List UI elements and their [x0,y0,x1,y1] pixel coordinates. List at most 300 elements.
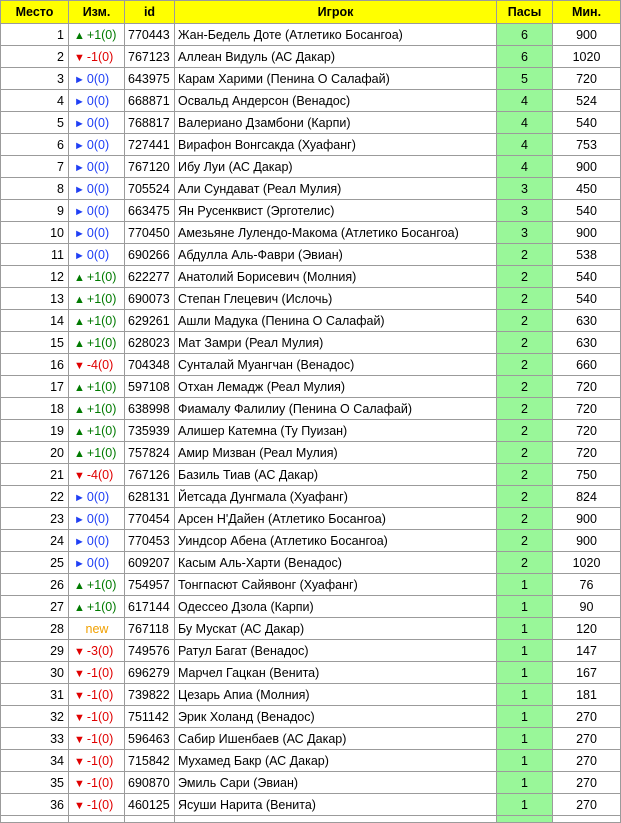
place-cell[interactable]: 33 [1,728,69,750]
place-cell[interactable]: 11 [1,244,69,266]
change-cell[interactable] [69,574,125,596]
header-minutes[interactable]: Мин. [553,1,621,24]
id-cell[interactable]: 770450 [125,222,175,244]
header-place[interactable]: Место [1,1,69,24]
place-cell[interactable]: 22 [1,486,69,508]
id-cell[interactable]: 735939 [125,420,175,442]
minutes-cell[interactable]: 753 [553,134,621,156]
table-row[interactable] [1,332,621,354]
minutes-cell[interactable]: 270 [553,772,621,794]
place-cell[interactable]: 28 [1,618,69,640]
player-cell[interactable]: Марчел Гацкан (Венита) [175,662,497,684]
change-value: +1(0) [86,445,117,460]
arrow-up-icon: ▲ [74,293,85,306]
minutes-cell[interactable]: 720 [553,420,621,442]
arrow-right-icon: ► [74,491,85,504]
minutes-cell[interactable]: 630 [553,332,621,354]
place-cell[interactable]: 14 [1,310,69,332]
place-cell[interactable]: 3 [1,68,69,90]
player-cell[interactable]: Али Сундават (Реал Мулия) [175,178,497,200]
passes-cell[interactable]: 1 [497,728,553,750]
minutes-cell[interactable]: 147 [553,640,621,662]
place-cell[interactable]: 34 [1,750,69,772]
player-cell[interactable]: Освальд Андерсон (Венадос) [175,90,497,112]
player-cell[interactable]: Тонгпасют Сайявонг (Хуафанг) [175,574,497,596]
player-cell[interactable]: Цезарь Апиа (Молния) [175,684,497,706]
place-cell[interactable]: 31 [1,684,69,706]
table-row[interactable] [1,530,621,552]
id-cell[interactable]: 751142 [125,706,175,728]
table-row[interactable] [1,420,621,442]
change-value: +1(0) [86,335,117,350]
change-cell[interactable] [69,464,125,486]
id-cell[interactable]: 704348 [125,354,175,376]
place-cell[interactable]: 35 [1,772,69,794]
change-cell[interactable] [69,508,125,530]
place-cell[interactable]: 27 [1,596,69,618]
passes-cell[interactable]: 2 [497,552,553,574]
player-cell[interactable]: Карам Харими (Пенина О Салафай) [175,68,497,90]
table-row[interactable] [1,728,621,750]
passes-cell[interactable]: 6 [497,24,553,46]
passes-cell[interactable]: 1 [497,706,553,728]
change-cell[interactable] [69,68,125,90]
table-row[interactable] [1,90,621,112]
passes-cell[interactable]: 4 [497,156,553,178]
table-row[interactable] [1,552,621,574]
place-cell[interactable]: 9 [1,200,69,222]
change-cell[interactable] [69,376,125,398]
change-value: -4(0) [86,357,114,372]
table-row[interactable] [1,596,621,618]
change-cell[interactable] [69,772,125,794]
passes-cell[interactable]: 1 [497,596,553,618]
minutes-cell[interactable]: 450 [553,178,621,200]
player-cell[interactable]: Сунталай Муангчан (Венадос) [175,354,497,376]
player-cell[interactable]: Абдулла Аль-Фаври (Эвиан) [175,244,497,266]
table-row[interactable] [1,442,621,464]
place-cell[interactable]: 32 [1,706,69,728]
minutes-cell[interactable]: 1020 [553,552,621,574]
change-value: 0(0) [86,489,110,504]
arrow-up-icon: ▲ [74,315,85,328]
id-cell[interactable]: 628131 [125,486,175,508]
change-cell[interactable] [69,200,125,222]
place-cell[interactable]: 6 [1,134,69,156]
table-row[interactable] [1,310,621,332]
change-cell[interactable] [69,244,125,266]
arrow-up-icon: ▲ [74,403,85,416]
place-cell[interactable]: 21 [1,464,69,486]
change-value: 0(0) [86,159,110,174]
id-cell[interactable]: 628023 [125,332,175,354]
passes-cell[interactable]: 2 [497,530,553,552]
minutes-cell[interactable]: 76 [553,574,621,596]
change-cell[interactable] [69,354,125,376]
passes-cell[interactable]: 4 [497,112,553,134]
place-cell[interactable]: 12 [1,266,69,288]
player-cell[interactable]: Базиль Тиав (АС Дакар) [175,464,497,486]
header-player[interactable]: Игрок [175,1,497,24]
minutes-cell[interactable]: 630 [553,310,621,332]
player-cell[interactable]: Алишер Катемна (Ту Пуизан) [175,420,497,442]
change-cell[interactable] [69,46,125,68]
passes-cell[interactable]: 3 [497,200,553,222]
arrow-down-icon: ▼ [74,645,85,658]
id-cell[interactable]: 629261 [125,310,175,332]
player-cell[interactable]: Йетсада Дунгмала (Хуафанг) [175,486,497,508]
player-cell[interactable]: Амезьяне Лулендо-Макома (Атлетико Босангоа) [175,222,497,244]
id-cell[interactable]: 739822 [125,684,175,706]
minutes-cell[interactable]: 540 [553,200,621,222]
passes-cell[interactable]: 2 [497,398,553,420]
id-cell[interactable]: 749576 [125,640,175,662]
player-cell[interactable]: Арсен Н'Дайен (Атлетико Босангоа) [175,508,497,530]
id-cell[interactable]: 715842 [125,750,175,772]
minutes-cell[interactable]: 167 [553,662,621,684]
place-cell[interactable]: 30 [1,662,69,684]
player-cell[interactable]: Ибу Луи (АС Дакар) [175,156,497,178]
change-cell[interactable] [69,310,125,332]
passes-cell[interactable]: 2 [497,332,553,354]
id-cell[interactable]: 622277 [125,266,175,288]
minutes-cell[interactable]: 720 [553,376,621,398]
id-cell[interactable]: 609207 [125,552,175,574]
passes-cell[interactable]: 2 [497,486,553,508]
passes-cell[interactable]: 4 [497,134,553,156]
id-cell[interactable]: 754957 [125,574,175,596]
table-row[interactable] [1,68,621,90]
passes-cell[interactable]: 1 [497,772,553,794]
arrow-right-icon: ► [74,117,85,130]
id-cell[interactable]: 757824 [125,442,175,464]
change-cell[interactable] [69,530,125,552]
arrow-right-icon: ► [74,557,85,570]
table-row[interactable] [1,156,621,178]
passes-cell[interactable]: 1 [497,750,553,772]
table-row[interactable] [1,464,621,486]
table-row[interactable] [1,684,621,706]
player-cell[interactable]: Эмиль Сари (Эвиан) [175,772,497,794]
minutes-cell[interactable]: 720 [553,442,621,464]
header-passes[interactable]: Пасы [497,1,553,24]
arrow-right-icon: ► [74,535,85,548]
place-cell[interactable]: 17 [1,376,69,398]
place-cell[interactable]: 8 [1,178,69,200]
player-cell[interactable]: Фиамалу Фалилиу (Пенина О Салафай) [175,398,497,420]
player-cell[interactable]: Ратул Багат (Венадос) [175,640,497,662]
change-value: -1(0) [86,731,114,746]
change-cell[interactable] [69,134,125,156]
change-cell[interactable] [69,750,125,772]
place-cell[interactable]: 20 [1,442,69,464]
minutes-cell[interactable]: 524 [553,90,621,112]
passes-cell[interactable]: 4 [497,90,553,112]
table-row[interactable] [1,222,621,244]
id-cell[interactable]: 617144 [125,596,175,618]
minutes-cell[interactable]: 900 [553,222,621,244]
change-value: +1(0) [86,291,117,306]
place-cell[interactable]: 26 [1,574,69,596]
player-cell[interactable]: Сабир Ишенбаев (АС Дакар) [175,728,497,750]
place-cell[interactable]: 13 [1,288,69,310]
passes-cell[interactable]: 2 [497,420,553,442]
place-cell[interactable]: 25 [1,552,69,574]
id-cell[interactable]: 668871 [125,90,175,112]
id-cell[interactable]: 638998 [125,398,175,420]
change-value: +1(0) [86,27,117,42]
table-row[interactable] [1,354,621,376]
minutes-cell[interactable]: 538 [553,244,621,266]
table-row[interactable] [1,574,621,596]
id-cell[interactable]: 705524 [125,178,175,200]
table-row-partial [1,816,621,823]
change-cell[interactable] [69,178,125,200]
change-cell[interactable] [69,222,125,244]
table-body [1,24,621,823]
minutes-cell[interactable]: 1020 [553,46,621,68]
passes-cell[interactable]: 2 [497,508,553,530]
passes-cell[interactable]: 1 [497,574,553,596]
table-row[interactable] [1,288,621,310]
change-cell[interactable] [69,90,125,112]
passes-cell[interactable]: 1 [497,684,553,706]
change-cell[interactable] [69,398,125,420]
passes-cell[interactable]: 1 [497,794,553,816]
minutes-cell[interactable]: 900 [553,24,621,46]
change-cell[interactable] [69,662,125,684]
minutes-cell[interactable]: 181 [553,684,621,706]
change-value: +1(0) [86,423,117,438]
player-cell[interactable]: Отхан Лемадж (Реал Мулия) [175,376,497,398]
minutes-cell[interactable]: 540 [553,266,621,288]
player-cell[interactable]: Бу Мускат (АС Дакар) [175,618,497,640]
place-cell[interactable]: 24 [1,530,69,552]
passes-cell[interactable]: 3 [497,178,553,200]
id-cell[interactable]: 727441 [125,134,175,156]
minutes-cell[interactable]: 120 [553,618,621,640]
minutes-cell[interactable]: 270 [553,794,621,816]
change-cell[interactable] [69,706,125,728]
minutes-cell[interactable]: 270 [553,706,621,728]
place-cell[interactable]: 36 [1,794,69,816]
id-cell[interactable]: 643975 [125,68,175,90]
arrow-up-icon: ▲ [74,381,85,394]
player-cell[interactable]: Ясуши Нарита (Венита) [175,794,497,816]
id-cell[interactable]: 690073 [125,288,175,310]
arrow-right-icon: ► [74,205,85,218]
change-cell[interactable] [69,156,125,178]
minutes-cell[interactable]: 90 [553,596,621,618]
change-cell[interactable] [69,420,125,442]
table-row[interactable] [1,134,621,156]
change-cell[interactable] [69,112,125,134]
minutes-cell[interactable]: 540 [553,112,621,134]
minutes-cell[interactable]: 270 [553,750,621,772]
table-row[interactable] [1,244,621,266]
change-cell[interactable] [69,640,125,662]
passes-cell[interactable]: 1 [497,640,553,662]
player-cell[interactable]: Одессео Дзола (Карпи) [175,596,497,618]
table-row[interactable] [1,706,621,728]
player-cell[interactable]: Степан Глецевич (Ислочь) [175,288,497,310]
arrow-right-icon: ► [74,249,85,262]
header-id[interactable]: id [125,1,175,24]
passes-cell[interactable]: 2 [497,244,553,266]
change-value: -3(0) [86,643,114,658]
id-cell[interactable]: 460125 [125,794,175,816]
id-cell[interactable]: 767126 [125,464,175,486]
passes-cell[interactable]: 2 [497,288,553,310]
empty-cell [497,816,553,823]
id-cell[interactable]: 770443 [125,24,175,46]
table-row[interactable] [1,486,621,508]
id-cell[interactable]: 770454 [125,508,175,530]
table-row[interactable] [1,640,621,662]
table-row[interactable] [1,24,621,46]
table-row[interactable] [1,618,621,640]
table-row[interactable] [1,750,621,772]
change-cell[interactable] [69,618,125,640]
arrow-down-icon: ▼ [74,711,85,724]
arrow-right-icon: ► [74,161,85,174]
table-row[interactable] [1,200,621,222]
minutes-cell[interactable]: 720 [553,68,621,90]
place-cell[interactable]: 4 [1,90,69,112]
place-cell[interactable]: 18 [1,398,69,420]
player-cell[interactable]: Мат Замри (Реал Мулия) [175,332,497,354]
place-cell[interactable]: 16 [1,354,69,376]
place-cell[interactable]: 5 [1,112,69,134]
change-cell[interactable] [69,288,125,310]
minutes-cell[interactable]: 720 [553,398,621,420]
passes-cell[interactable]: 1 [497,662,553,684]
place-cell[interactable]: 19 [1,420,69,442]
table-row[interactable] [1,772,621,794]
player-cell[interactable]: Жан-Бедель Доте (Атлетико Босангоа) [175,24,497,46]
change-value: 0(0) [86,137,110,152]
minutes-cell[interactable]: 540 [553,288,621,310]
change-cell[interactable] [69,596,125,618]
arrow-right-icon: ► [74,513,85,526]
player-cell[interactable]: Ян Русенквист (Эрготелис) [175,200,497,222]
change-value: +1(0) [86,269,117,284]
place-cell[interactable]: 23 [1,508,69,530]
player-cell[interactable]: Аллеан Видуль (АС Дакар) [175,46,497,68]
passes-cell[interactable]: 2 [497,376,553,398]
place-cell[interactable]: 2 [1,46,69,68]
table-row[interactable] [1,794,621,816]
minutes-cell[interactable]: 660 [553,354,621,376]
minutes-cell[interactable]: 750 [553,464,621,486]
table-row[interactable] [1,178,621,200]
table-row[interactable] [1,112,621,134]
change-cell[interactable] [69,552,125,574]
change-cell[interactable] [69,794,125,816]
id-cell[interactable]: 597108 [125,376,175,398]
player-cell[interactable]: Уиндсор Абена (Атлетико Босангоа) [175,530,497,552]
minutes-cell[interactable]: 900 [553,508,621,530]
player-cell[interactable]: Касым Аль-Харти (Венадос) [175,552,497,574]
id-cell[interactable]: 696279 [125,662,175,684]
player-cell[interactable]: Валериано Дзамбони (Карпи) [175,112,497,134]
id-cell[interactable]: 596463 [125,728,175,750]
arrow-down-icon: ▼ [74,799,85,812]
passes-cell[interactable]: 2 [497,310,553,332]
minutes-cell[interactable]: 270 [553,728,621,750]
change-value: 0(0) [86,533,110,548]
passes-cell[interactable]: 1 [497,618,553,640]
player-cell[interactable]: Эрик Холанд (Венадос) [175,706,497,728]
id-cell[interactable]: 690266 [125,244,175,266]
id-cell[interactable]: 690870 [125,772,175,794]
player-cell[interactable]: Мухамед Бакр (АС Дакар) [175,750,497,772]
change-value: -1(0) [86,797,114,812]
passes-cell[interactable]: 5 [497,68,553,90]
id-cell[interactable]: 770453 [125,530,175,552]
place-cell[interactable]: 10 [1,222,69,244]
passes-cell[interactable]: 2 [497,266,553,288]
place-cell[interactable]: 1 [1,24,69,46]
change-cell[interactable] [69,442,125,464]
player-cell[interactable]: Вирафон Вонгсакда (Хуафанг) [175,134,497,156]
table-row[interactable] [1,508,621,530]
passes-cell[interactable]: 3 [497,222,553,244]
arrow-up-icon: ▲ [74,271,85,284]
new-badge: new [85,621,109,636]
arrow-up-icon: ▲ [74,579,85,592]
change-cell[interactable] [69,684,125,706]
passes-cell[interactable]: 2 [497,464,553,486]
id-cell[interactable]: 767120 [125,156,175,178]
place-cell[interactable]: 7 [1,156,69,178]
table-row[interactable] [1,398,621,420]
change-value: -1(0) [86,665,114,680]
header-change[interactable]: Изм. [69,1,125,24]
minutes-cell[interactable]: 900 [553,530,621,552]
minutes-cell[interactable]: 824 [553,486,621,508]
table-row[interactable] [1,662,621,684]
passes-cell[interactable]: 2 [497,354,553,376]
id-cell[interactable]: 767123 [125,46,175,68]
place-cell[interactable]: 29 [1,640,69,662]
player-cell[interactable]: Анатолий Борисевич (Молния) [175,266,497,288]
change-value: +1(0) [86,401,117,416]
minutes-cell[interactable]: 900 [553,156,621,178]
empty-cell [175,816,497,823]
change-value: -1(0) [86,687,114,702]
id-cell[interactable]: 663475 [125,200,175,222]
header-row [1,1,621,24]
change-cell[interactable] [69,266,125,288]
change-cell[interactable] [69,332,125,354]
place-cell[interactable]: 15 [1,332,69,354]
arrow-up-icon: ▲ [74,425,85,438]
table-row[interactable] [1,266,621,288]
table-row[interactable] [1,46,621,68]
change-cell[interactable] [69,728,125,750]
passes-cell[interactable]: 6 [497,46,553,68]
player-cell[interactable]: Амир Мизван (Реал Мулия) [175,442,497,464]
change-cell[interactable] [69,486,125,508]
passes-cell[interactable]: 2 [497,442,553,464]
change-cell[interactable] [69,24,125,46]
id-cell[interactable]: 768817 [125,112,175,134]
player-cell[interactable]: Ашли Мадука (Пенина О Салафай) [175,310,497,332]
arrow-up-icon: ▲ [74,601,85,614]
table-row[interactable] [1,376,621,398]
id-cell[interactable]: 767118 [125,618,175,640]
